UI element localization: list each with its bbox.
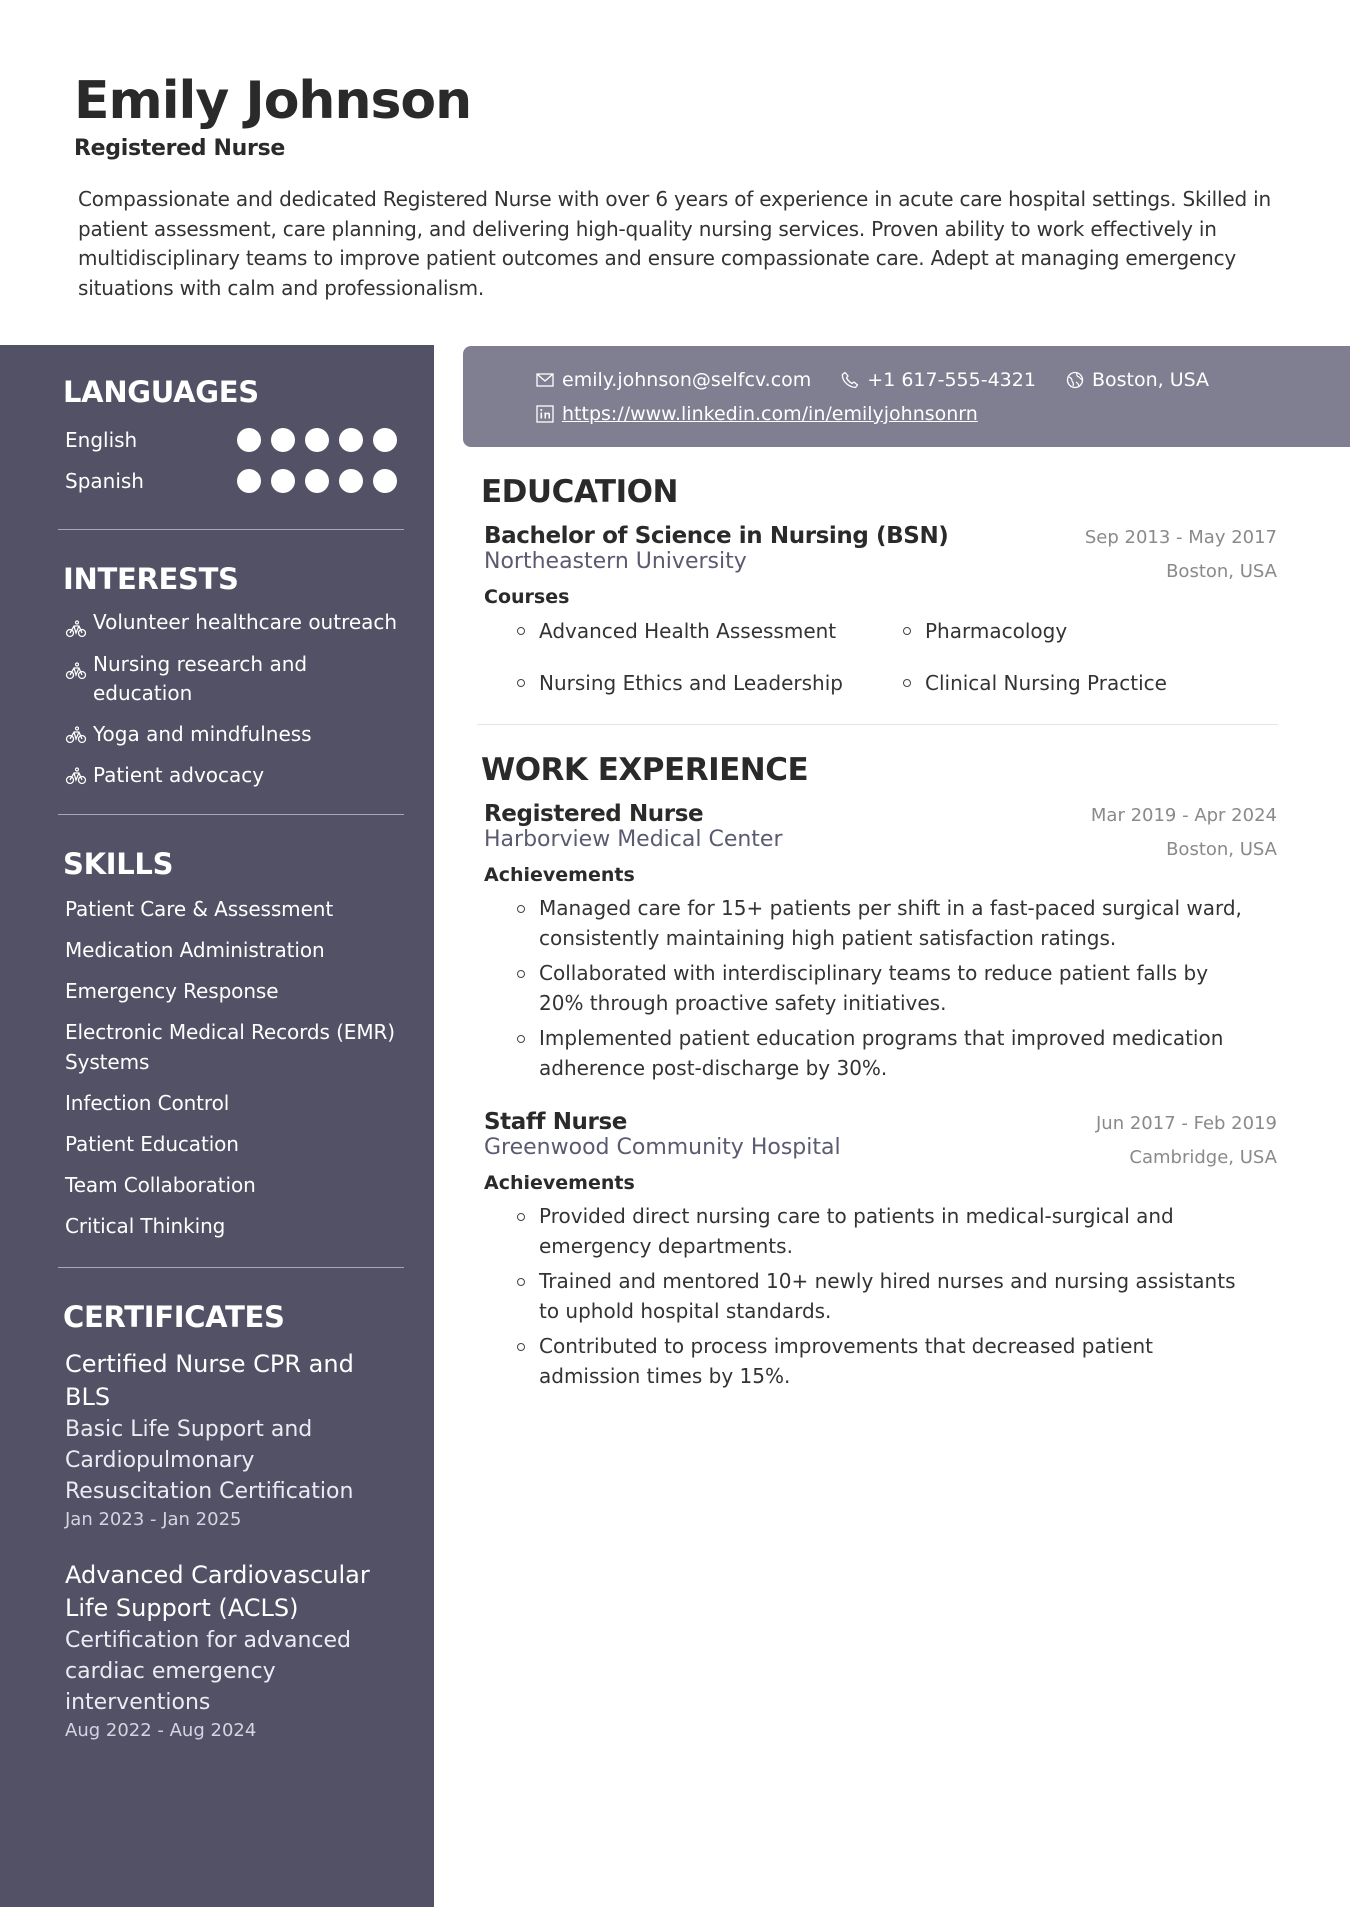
language-row: [65, 419, 404, 460]
job-entry: [477, 1109, 1277, 1391]
interest-label: Patient advocacy: [93, 763, 265, 787]
main-content: [477, 447, 1277, 1397]
contact-linkedin[interactable]: [536, 403, 978, 425]
linkedin-link[interactable]: https://www.linkedin.com/in/emilyjohnsonrn: [562, 403, 978, 425]
job-entry: [477, 801, 1277, 1083]
certificate-description: Certification for advanced cardiac emergency interventions: [65, 1628, 351, 1715]
course-label: Clinical Nursing Practice: [925, 671, 1167, 695]
achievement-text: Contributed to process improvements that decreased patient admission times by 15%.: [539, 1334, 1153, 1388]
achievement-item: [517, 1267, 1257, 1326]
education-date: Sep 2013 - May 2017: [1084, 527, 1277, 548]
linkedin-icon: [536, 405, 554, 423]
course-item: [517, 666, 903, 700]
interest-label: Nursing research and education: [93, 652, 308, 705]
resume-header: [0, 0, 1350, 345]
skill-item: Emergency Response: [65, 979, 279, 1003]
contact-phone[interactable]: [841, 369, 1036, 391]
bicycle-icon: [65, 662, 87, 680]
certificate-item: [58, 1559, 404, 1744]
achievements-label: Achievements: [484, 864, 635, 886]
bullet-circle: [517, 1343, 525, 1351]
course-label: Nursing Ethics and Leadership: [539, 671, 843, 695]
level-dot: [271, 428, 295, 452]
language-name: English: [65, 427, 138, 452]
section-divider: [58, 529, 404, 530]
envelope-icon: [536, 373, 554, 387]
job-sub: [484, 1135, 1277, 1168]
interest-label: Yoga and mindfulness: [93, 722, 312, 746]
contact-row: [536, 363, 1350, 397]
course-label: Advanced Health Assessment: [539, 619, 837, 643]
skill-item: Electronic Medical Records (EMR) Systems: [65, 1020, 395, 1074]
contact-row: [536, 397, 1350, 431]
job-location: Boston, USA: [1166, 839, 1277, 860]
job-head: [484, 801, 1277, 827]
phone-text: +1 617-555-4321: [867, 369, 1036, 391]
contact-bar: [463, 346, 1350, 447]
certificate-date: Aug 2022 - Aug 2024: [65, 1720, 257, 1741]
interest-item: [65, 720, 404, 749]
certificate-title: Certified Nurse CPR and BLS: [65, 1350, 354, 1411]
skill-item: Critical Thinking: [65, 1213, 226, 1238]
languages-title: LANGUAGES: [63, 375, 259, 409]
level-dot: [339, 469, 363, 493]
certificate-item: [58, 1348, 404, 1533]
skill-item: Patient Care & Assessment: [65, 897, 334, 921]
bullet-circle: [517, 1035, 525, 1043]
phone-icon: [841, 371, 859, 389]
experience-title: WORK EXPERIENCE: [481, 752, 809, 788]
achievement-text: Collaborated with interdisciplinary teams to reduce patient falls by 20% through proactive safety initiatives.: [539, 961, 1209, 1015]
section-divider: [477, 724, 1278, 725]
certificates-title: CERTIFICATES: [63, 1300, 285, 1334]
interest-label: Volunteer healthcare outreach: [93, 610, 398, 634]
bullet-circle: [903, 627, 911, 635]
job-org: Harborview Medical Center: [484, 827, 783, 852]
language-level-dots: [237, 428, 404, 452]
skill-item: Infection Control: [65, 1090, 230, 1115]
job-sub: [484, 827, 1277, 860]
certificate-title: Advanced Cardiovascular Life Support (ACLS): [65, 1561, 370, 1622]
achievement-text: Managed care for 15+ patients per shift in a fast-paced surgical ward, consistently maintaining high patient satisfaction ratings.: [539, 896, 1242, 950]
bullet-circle: [903, 679, 911, 687]
certificate-description: Basic Life Support and Cardiopulmonary Resuscitation Certification: [65, 1417, 354, 1504]
bullet-circle: [517, 905, 525, 913]
course-item: [903, 614, 1263, 648]
job-date: Jun 2017 - Feb 2019: [1096, 1113, 1277, 1134]
contact-location: [1066, 369, 1209, 391]
course-item: [903, 666, 1263, 700]
section-divider: [58, 814, 404, 815]
achievement-item: [517, 1202, 1257, 1261]
courses-label: Courses: [484, 586, 570, 608]
interest-item: [65, 761, 404, 790]
section-divider: [58, 1267, 404, 1268]
achievement-text: Provided direct nursing care to patients in medical-surgical and emergency departments.: [539, 1204, 1174, 1258]
level-dot: [373, 428, 397, 452]
interests-title: INTERESTS: [63, 562, 239, 596]
level-dot: [237, 469, 261, 493]
job-location: Cambridge, USA: [1129, 1147, 1277, 1168]
skills-title: SKILLS: [63, 847, 174, 881]
bullet-circle: [517, 1278, 525, 1286]
interest-item: [65, 650, 404, 708]
job-date: Mar 2019 - Apr 2024: [1090, 805, 1277, 826]
job-head: [484, 1109, 1277, 1135]
language-level-dots: [237, 469, 404, 493]
level-dot: [373, 469, 397, 493]
bullet-circle: [517, 679, 525, 687]
achievement-item: [517, 894, 1257, 953]
language-name: Spanish: [65, 468, 144, 493]
job-org: Greenwood Community Hospital: [484, 1135, 841, 1160]
achievement-item: [517, 1332, 1257, 1391]
achievement-item: [517, 959, 1257, 1018]
education-location: Boston, USA: [1166, 561, 1277, 582]
level-dot: [339, 428, 363, 452]
interest-item: [65, 608, 404, 638]
education-sub: [484, 549, 1277, 582]
skill-item: Medication Administration: [65, 938, 325, 962]
course-label: Pharmacology: [925, 619, 1068, 643]
course-item: [517, 614, 903, 648]
level-dot: [305, 428, 329, 452]
bullet-circle: [517, 1213, 525, 1221]
job-title: Staff Nurse: [484, 1109, 627, 1135]
bullet-circle: [517, 970, 525, 978]
level-dot: [271, 469, 295, 493]
language-row: [65, 460, 404, 501]
sidebar: [0, 345, 434, 1907]
school-name: Northeastern University: [484, 549, 747, 574]
education-head: [484, 523, 1277, 549]
level-dot: [305, 469, 329, 493]
degree-title: Bachelor of Science in Nursing (BSN): [484, 523, 949, 549]
globe-icon: [1066, 371, 1084, 389]
certificate-date: Jan 2023 - Jan 2025: [65, 1509, 242, 1530]
location-text: Boston, USA: [1091, 369, 1210, 391]
contact-email[interactable]: [536, 369, 811, 391]
achievements-label: Achievements: [484, 1172, 635, 1194]
bicycle-icon: [65, 767, 87, 785]
bicycle-icon: [65, 620, 87, 638]
bicycle-icon: [65, 726, 87, 744]
courses-list: [517, 614, 1277, 700]
skill-item: Team Collaboration: [65, 1172, 256, 1197]
candidate-role: Registered Nurse: [74, 136, 285, 161]
level-dot: [237, 428, 261, 452]
achievement-text: Implemented patient education programs that improved medication adherence post-discharge by 30%.: [539, 1026, 1224, 1080]
achievement-item: [517, 1024, 1257, 1083]
candidate-name: Emily Johnson: [74, 71, 472, 131]
education-title: EDUCATION: [481, 474, 678, 510]
email-text: emily.johnson@selfcv.com: [562, 369, 812, 391]
summary-text: Compassionate and dedicated Registered Nurse with over 6 years of experience in acute care hospital settings. Skilled in patient assessment, care planning, and delivering high-quality nursing services. Proven ability to work effectively in multidisciplinary teams to improve patient outcomes and ensure compassionate care. Adept at managing emergency situations with calm and professionalism.: [78, 187, 1271, 300]
skill-item: Patient Education: [65, 1131, 239, 1156]
job-title: Registered Nurse: [484, 801, 704, 827]
achievement-text: Trained and mentored 10+ newly hired nurses and nursing assistants to uphold hospital standards.: [539, 1269, 1236, 1323]
bullet-circle: [517, 627, 525, 635]
